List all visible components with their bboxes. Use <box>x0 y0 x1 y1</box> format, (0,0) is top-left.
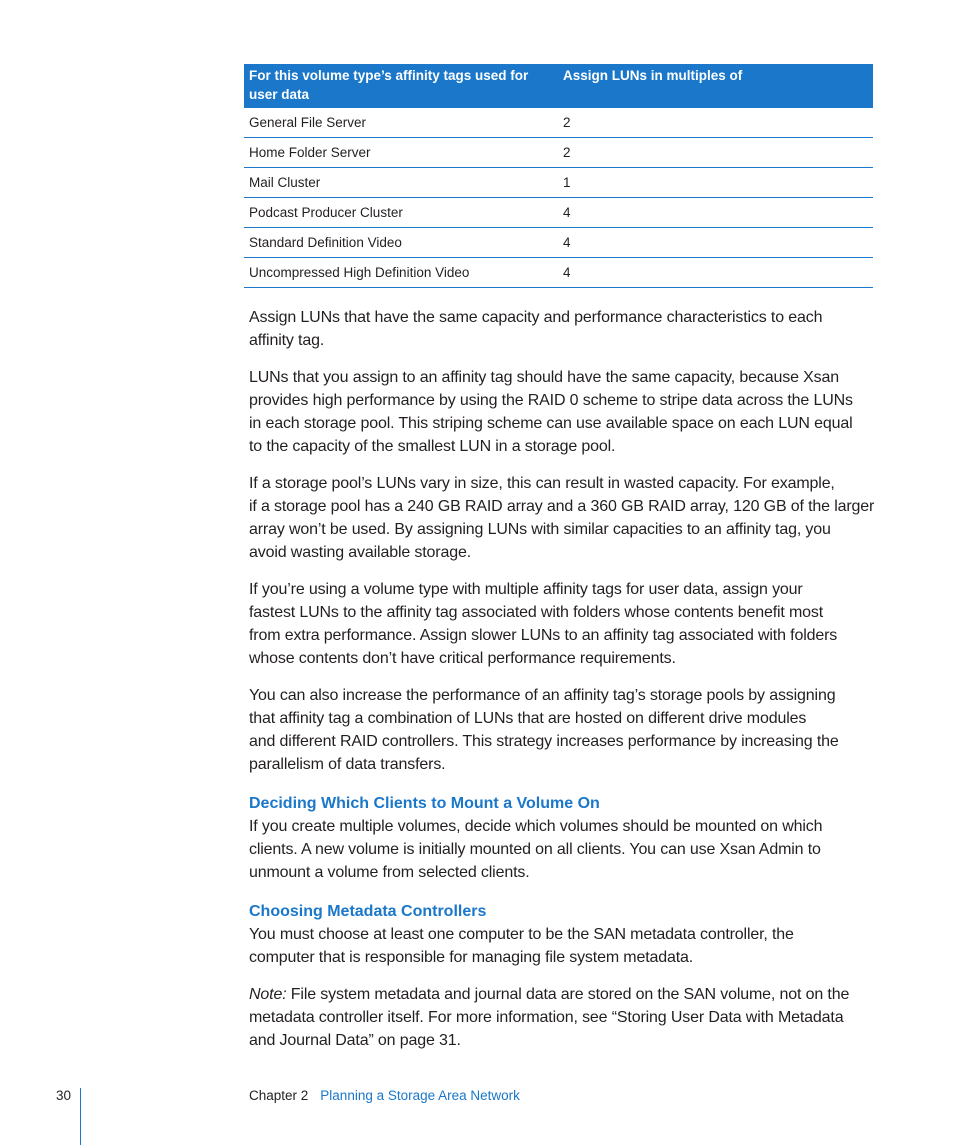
volume-type-cell: Home Folder Server <box>244 138 558 168</box>
note-text: File system metadata and journal data are stored on the SAN volume, not on the <box>286 986 850 1003</box>
lun-multiple-cell: 4 <box>558 228 873 258</box>
lun-multiple-cell: 2 <box>558 108 873 138</box>
table-row <box>244 258 873 288</box>
text-line: If you create multiple volumes, decide which volumes should be mounted on which <box>249 818 823 835</box>
text-line: unmount a volume from selected clients. <box>249 864 530 881</box>
text-line: to the capacity of the smallest LUN in a storage pool. <box>249 438 616 455</box>
text-line: and different RAID controllers. This strategy increases performance by increasing the <box>249 733 839 750</box>
volume-type-cell: Standard Definition Video <box>244 228 558 258</box>
footer-divider <box>80 1088 81 1145</box>
note-text: metadata controller itself. For more information, see “Storing User Data with Metadata <box>249 1009 844 1026</box>
text-line: whose contents don’t have critical performance requirements. <box>249 650 676 667</box>
table-row <box>244 138 873 168</box>
text-line: If a storage pool’s LUNs vary in size, this can result in wasted capacity. For example, <box>249 475 835 492</box>
volume-type-cell: General File Server <box>244 108 558 138</box>
table-row <box>244 198 873 228</box>
paragraph <box>249 472 874 564</box>
paragraph <box>249 923 794 969</box>
text-line: that affinity tag a combination of LUNs that are hosted on different drive modules <box>249 710 807 727</box>
text-line: in each storage pool. This striping scheme can use available space on each LUN equal <box>249 415 853 432</box>
volume-type-cell: Uncompressed High Definition Video <box>244 258 558 288</box>
note-paragraph <box>249 983 849 1052</box>
text-line: You can also increase the performance of an affinity tag’s storage pools by assigning <box>249 687 836 704</box>
text-line: if a storage pool has a 240 GB RAID array and a 360 GB RAID array, 120 GB of the larger <box>249 498 875 515</box>
text-line: from extra performance. Assign slower LUNs to an affinity tag associated with folders <box>249 627 838 644</box>
text-line: clients. A new volume is initially mounted on all clients. You can use Xsan Admin to <box>249 841 821 858</box>
paragraph <box>249 306 822 352</box>
lun-multiple-cell: 1 <box>558 168 873 198</box>
table-header-row <box>244 64 873 108</box>
text-line: provides high performance by using the RAID 0 scheme to stripe data across the LUNs <box>249 392 853 409</box>
lun-multiple-cell: 4 <box>558 258 873 288</box>
paragraph <box>249 684 839 776</box>
text-line: If you’re using a volume type with multiple affinity tags for user data, assign your <box>249 581 803 598</box>
section-heading: Choosing Metadata Controllers <box>249 903 487 920</box>
paragraph <box>249 578 837 670</box>
text-line: LUNs that you assign to an affinity tag should have the same capacity, because Xsan <box>249 369 839 386</box>
text-line: array won’t be used. By assigning LUNs with similar capacities to an affinity tag, you <box>249 521 831 538</box>
volume-type-cell: Podcast Producer Cluster <box>244 198 558 228</box>
table-row <box>244 168 873 198</box>
volume-type-cell: Mail Cluster <box>244 168 558 198</box>
chapter-title: Planning a Storage Area Network <box>320 1088 520 1103</box>
text-line: fastest LUNs to the affinity tag associated with folders whose contents benefit most <box>249 604 824 621</box>
table-row <box>244 228 873 258</box>
paragraph <box>249 366 853 458</box>
table-row <box>244 108 873 138</box>
lun-multiple-cell: 4 <box>558 198 873 228</box>
affinity-lun-table <box>244 64 873 288</box>
column-header: For this volume type’s affinity tags used for user data <box>244 64 558 108</box>
chapter-label: Chapter 2 <box>249 1088 309 1103</box>
note-text: and Journal Data” on page 31. <box>249 1032 461 1049</box>
page-number: 30 <box>56 1088 72 1103</box>
text-line: avoid wasting available storage. <box>249 544 472 561</box>
text-line: parallelism of data transfers. <box>249 756 446 773</box>
footer <box>249 1088 520 1103</box>
text-line: computer that is responsible for managing file system metadata. <box>249 949 694 966</box>
note-label: Note: <box>249 986 287 1003</box>
text-line: You must choose at least one computer to be the SAN metadata controller, the <box>249 926 794 943</box>
section-heading: Deciding Which Clients to Mount a Volume On <box>249 795 600 812</box>
paragraph <box>249 815 822 884</box>
lun-multiple-cell: 2 <box>558 138 873 168</box>
text-line: affinity tag. <box>249 332 325 349</box>
column-header: Assign LUNs in multiples of <box>558 64 873 108</box>
text-line: Assign LUNs that have the same capacity and performance characteristics to each <box>249 309 823 326</box>
